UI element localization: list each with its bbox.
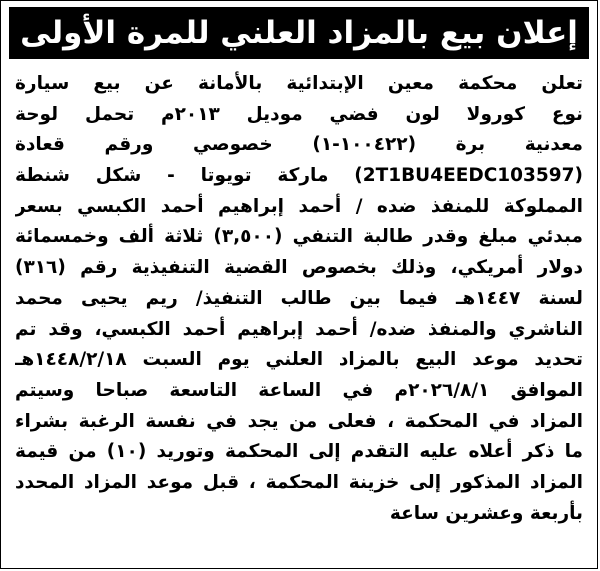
notice-line: الناشري والمنفذ ضده/ أحمد إبراهيم أحمد الكبسي، وقد تم [15, 318, 583, 340]
notice-line: نوع كورولا لون فضي موديل ٢٠١٣م تحمل لوحة [15, 103, 583, 125]
notice-line: مبدئي مبلغ وقدر طالبة التنفي (٣,٥٠٠) ثلاثة ألف وخمسمائة [15, 226, 583, 248]
notice-line: المملوكة للمنفذ ضده / أحمد إبراهيم أحمد الكبسي بسعر [15, 195, 583, 217]
notice-line: لسنة ١٤٤٧هـ فيما بين طالب التنفيذ/ ريم يحيى محمد [15, 287, 583, 309]
notice-line: المزاد في المحكمة ، فعلى من يجد في نفسة الرغبة بشراء [15, 410, 583, 432]
notice-line: بأربعة وعشرين ساعة [389, 502, 583, 524]
notice-line: الموافق ٢٠٢٦/٨/١م في الساعة التاسعة صباحا وسيتم [15, 379, 583, 401]
notice-line: تحديد موعد البيع بالمزاد العلني يوم السبت ١٤٤٨/٢/١٨هـ [15, 349, 583, 371]
notice-line: المزاد المذكور إلى خزينة المحكمة ، قبل موعد المزاد المحدد [15, 471, 583, 493]
notice-line: ما ذكر أعلاه عليه التقدم إلى المحكمة وتوريد (١٠) من قيمة [15, 441, 583, 463]
notice-line: (2T1BU4EEDC103597) ماركة تويوتا - شكل شنطة [15, 165, 583, 187]
notice-title: إعلان بيع بالمزاد العلني للمرة الأولى [9, 7, 589, 59]
notice-line: دولار أمريكي، وذلك بخصوص القضية التنفيذية رقم (٣١٦) [15, 257, 583, 279]
notice-line: تعلن محكمة معين الإبتدائية بالأمانة عن بيع سيارة [15, 73, 583, 94]
notice-body [15, 69, 583, 529]
notice-line: معدنية برة (١٠٠٤٢٢-١) خصوصي ورقم قعادة [15, 134, 583, 156]
